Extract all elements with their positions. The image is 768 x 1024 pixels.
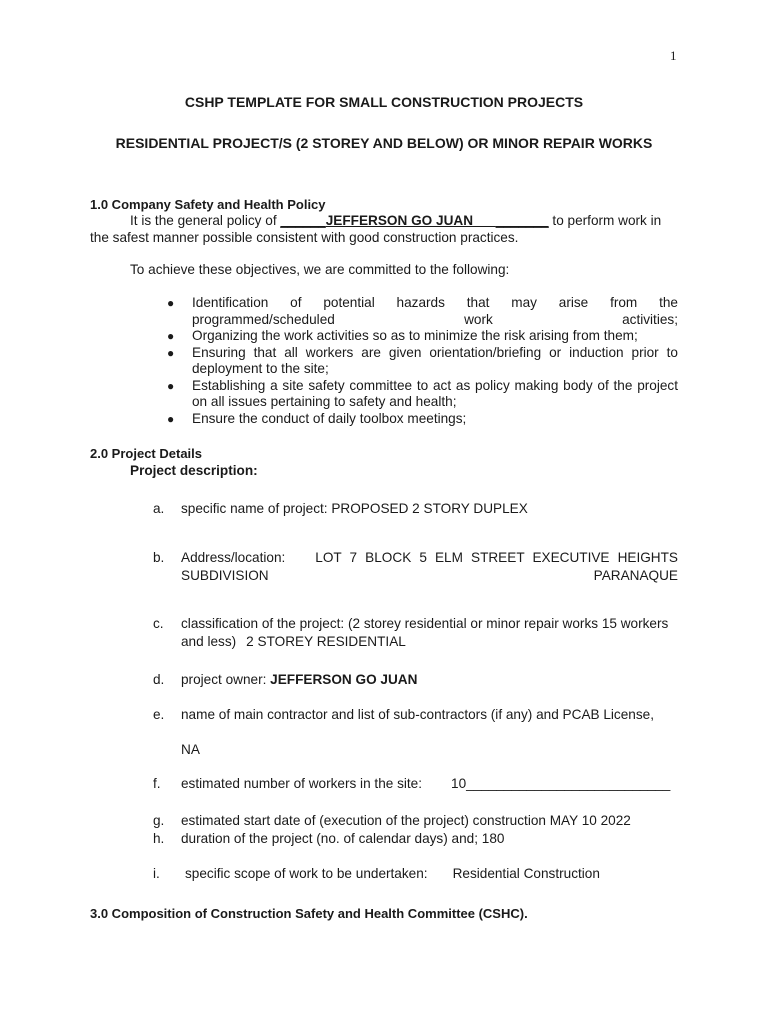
document-subtitle: RESIDENTIAL PROJECT/S (2 STOREY AND BELOW) OR MINOR REPAIR WORKS bbox=[115, 135, 653, 151]
list-item: ● Establishing a site safety committee to act as policy making body of the project on all issues pertaining to safety and health; bbox=[167, 377, 678, 409]
workers-value: 10___________________________ bbox=[451, 776, 671, 791]
detail-item-g: g. estimated start date of (execution of the project) construction MAY 10 2022 bbox=[153, 812, 678, 830]
classification-value: 2 STOREY RESIDENTIAL bbox=[246, 633, 406, 649]
bullet-icon: ● bbox=[167, 345, 175, 360]
document-title: CSHP TEMPLATE FOR SMALL CONSTRUCTION PROJECTS bbox=[184, 94, 584, 110]
detail-item-c: c. classification of the project: (2 storey residential or minor repair works 15 workers and less) 2 STOREY RESIDENTIAL bbox=[153, 616, 669, 649]
list-item: ● Ensuring that all workers are given orientation/briefing or induction prior to deployment to the site; bbox=[167, 344, 678, 376]
policy-blank-before: ______ bbox=[280, 213, 326, 228]
project-description-heading: Project description: bbox=[130, 463, 258, 478]
detail-item-d: d. project owner: JEFFERSON GO JUAN bbox=[153, 672, 418, 687]
contractor-row bbox=[153, 741, 678, 759]
project-name: specific name of project: PROPOSED 2 STORY DUPLEX bbox=[181, 501, 528, 516]
section-2-heading: 2.0 Project Details bbox=[90, 446, 202, 461]
list-item: ● Identification of potential hazards that may arise from the programmed/scheduled work activities; bbox=[167, 295, 678, 327]
section-1-heading: 1.0 Company Safety and Health Policy bbox=[90, 197, 326, 212]
objectives-intro: To achieve these objectives, we are committed to the following: bbox=[130, 262, 510, 277]
policy-statement bbox=[90, 213, 678, 246]
policy-blank-after: _______ bbox=[495, 213, 549, 228]
list-item: ● Organizing the work activities so as to minimize the risk arising from them; bbox=[167, 328, 638, 343]
start-date: estimated start date of (execution of the project) construction MAY 10 2022 bbox=[181, 813, 631, 828]
policy-owner-name: JEFFERSON GO JUAN___ bbox=[325, 213, 496, 228]
page-number: 1 bbox=[670, 48, 677, 63]
detail-item-h: h. duration of the project (no. of calendar days) and; 180 bbox=[153, 830, 678, 848]
list-item: ● Ensure the conduct of daily toolbox meetings; bbox=[167, 410, 467, 426]
commitment-list bbox=[165, 295, 678, 427]
contractor-label: name of main contractor and list of sub-contractors (if any) and PCAB License, bbox=[181, 707, 654, 722]
bullet-icon: ● bbox=[167, 296, 175, 310]
section-3-heading: 3.0 Composition of Construction Safety and Health Committee (CSHC). bbox=[90, 906, 528, 921]
detail-item-f: f. estimated number of workers in the site: 10___________________________ bbox=[153, 776, 671, 791]
scope-label: specific scope of work to be undertaken: bbox=[185, 866, 428, 881]
bullet-icon: ● bbox=[167, 378, 175, 393]
scope-value: Residential Construction bbox=[452, 866, 600, 881]
detail-item-e: e. name of main contractor and list of sub-contractors (if any) and PCAB License, bbox=[153, 706, 678, 724]
policy-suffix: to perform work in the safest manner possible consistent with good construction practices. bbox=[90, 213, 662, 245]
detail-item-i: i. specific scope of work to be undertaken: Residential Construction bbox=[153, 866, 600, 881]
detail-item-b: b. Address/location: LOT 7 BLOCK 5 ELM STREET EXECUTIVE HEIGHTS SUBDIVISION PARANAQUE bbox=[153, 550, 678, 583]
policy-prefix: It is the general policy of bbox=[130, 213, 281, 228]
classification-label: classification of the project: (2 storey residential or minor repair works 15 workers and less) bbox=[181, 616, 669, 649]
workers-label: estimated number of workers in the site: bbox=[181, 776, 423, 791]
bullet-icon: ● bbox=[167, 411, 175, 426]
address-label: Address/location: bbox=[181, 550, 286, 565]
detail-item-a: a. specific name of project: PROPOSED 2 STORY DUPLEX bbox=[153, 500, 678, 518]
owner-value: JEFFERSON GO JUAN bbox=[270, 672, 418, 687]
address-value: LOT 7 BLOCK 5 ELM STREET EXECUTIVE HEIGHTS SUBDIVISION PARANAQUE bbox=[181, 550, 678, 583]
duration: duration of the project (no. of calendar days) and; 180 bbox=[181, 831, 505, 846]
bullet-icon: ● bbox=[167, 329, 175, 343]
owner-label: project owner: bbox=[181, 672, 271, 687]
contractor-value: NA bbox=[181, 742, 200, 757]
